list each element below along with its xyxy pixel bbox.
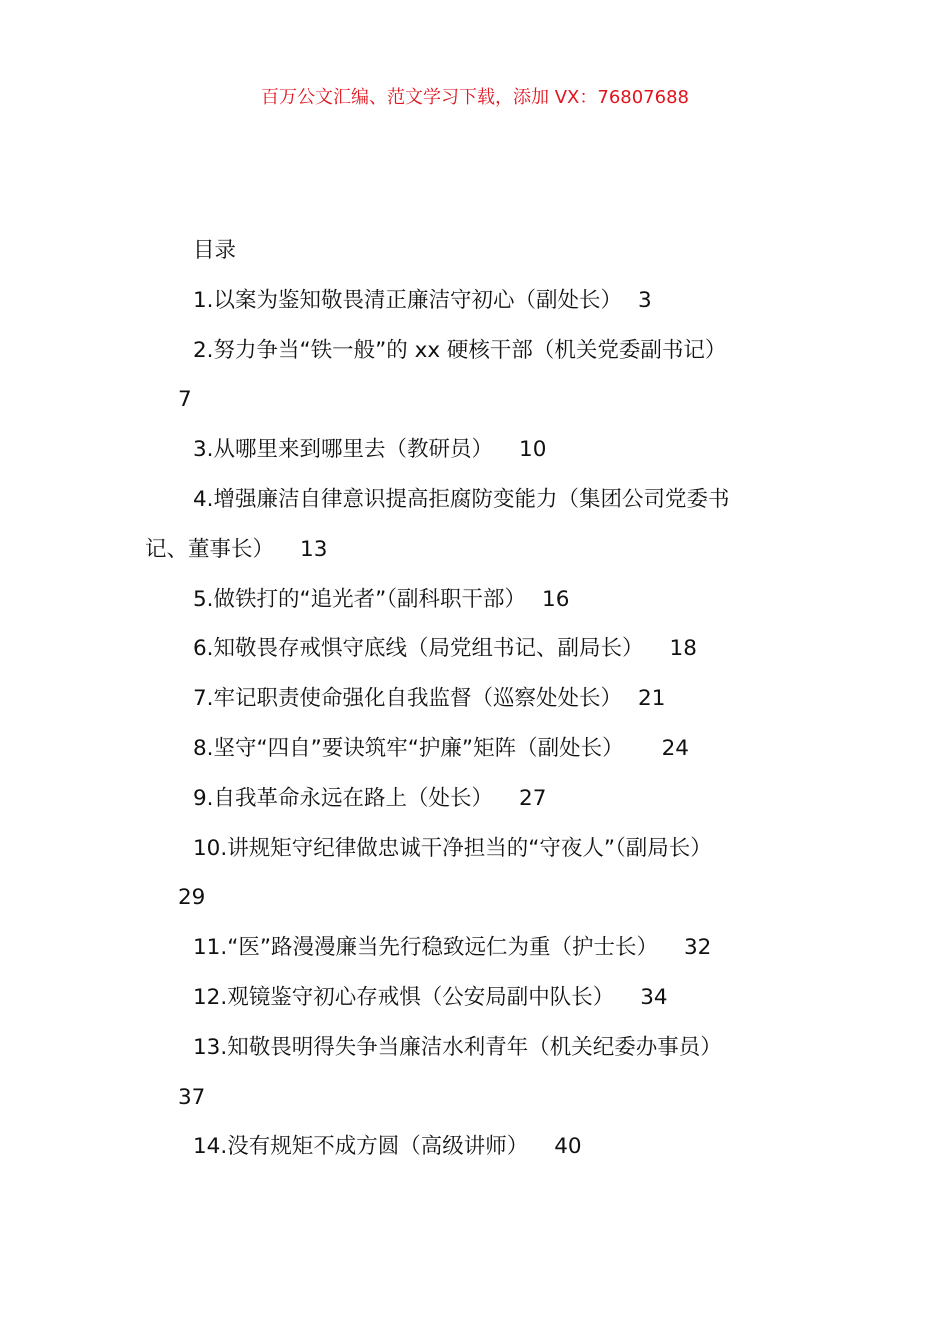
toc-entry-2[interactable] <box>145 326 810 376</box>
toc-entry-text: 7.牢记职责使命强化自我监督（巡察处处长） <box>193 686 623 712</box>
toc-entry-text: 9.自我革命永远在路上（处长） <box>193 785 494 811</box>
toc-page-number: 7 <box>178 387 192 413</box>
toc-page-number: 29 <box>178 885 206 911</box>
toc-page-number: 3 <box>638 287 652 313</box>
toc-entry-10[interactable] <box>145 824 810 874</box>
toc-entry-2-page-line <box>145 375 810 425</box>
toc-entry-4[interactable] <box>145 475 810 525</box>
toc-entry-8[interactable] <box>145 724 810 774</box>
toc-entry-text: 11.“医”路漫漫廉当先行稳致远仁为重（护士长） <box>193 935 658 961</box>
toc-page-number: 34 <box>640 984 668 1010</box>
table-of-contents <box>145 226 810 1172</box>
toc-entry-6[interactable] <box>145 624 810 674</box>
toc-entry-text: 6.知敬畏存戒惧守底线（局党组书记、副局长） <box>193 636 644 662</box>
toc-page-number: 27 <box>519 785 547 811</box>
toc-entry-text: 2.努力争当“铁一般”的 xx 硬核干部（机关党委副书记） <box>193 337 727 363</box>
toc-entry-text: 13.知敬畏明得失争当廉洁水利青年（机关纪委办事员） <box>193 1034 722 1060</box>
toc-entry-text: 8.坚守“四自”要诀筑牢“护廉”矩阵（副处长） <box>193 735 624 761</box>
toc-entry-11[interactable] <box>145 923 810 973</box>
toc-entry-text: 10.讲规矩守纪律做忠诚干净担当的“守夜人”（副局长） <box>193 835 712 861</box>
toc-entry-10-page-line <box>145 873 810 923</box>
toc-entry-14[interactable] <box>145 1122 810 1172</box>
toc-page-number: 21 <box>638 686 666 712</box>
toc-page-number: 18 <box>669 636 697 662</box>
toc-page-number: 24 <box>661 735 689 761</box>
toc-page-number: 13 <box>300 536 328 562</box>
toc-page-number: 16 <box>542 586 570 612</box>
toc-entry-text: 14.没有规矩不成方圆（高级讲师） <box>193 1134 529 1160</box>
toc-entry-12[interactable] <box>145 973 810 1023</box>
toc-entry-text: 4.增强廉洁自律意识提高拒腐防变能力（集团公司党委书 <box>193 486 730 512</box>
toc-entry-text: 5.做铁打的“追光者”（副科职干部） <box>193 586 527 612</box>
toc-page-number: 32 <box>683 935 712 961</box>
toc-entry-3[interactable] <box>145 425 810 475</box>
toc-entry-1[interactable] <box>145 276 810 326</box>
toc-entry-5[interactable] <box>145 575 810 625</box>
toc-title: 目录 <box>193 238 237 263</box>
toc-entry-13[interactable] <box>145 1023 810 1073</box>
toc-entry-text: 3.从哪里来到哪里去（教研员） <box>193 437 494 463</box>
toc-entry-13-page-line <box>145 1073 810 1123</box>
toc-page-number: 40 <box>554 1134 582 1160</box>
toc-page-number: 37 <box>178 1084 206 1110</box>
toc-entry-7[interactable] <box>145 674 810 724</box>
toc-entry-text: 记、董事长） <box>145 536 275 562</box>
toc-page-number: 10 <box>519 437 547 463</box>
toc-entry-4-continuation <box>145 525 810 575</box>
toc-entry-text: 12.观镜鉴守初心存戒惧（公安局副中队长） <box>193 984 615 1010</box>
toc-entry-9[interactable] <box>145 774 810 824</box>
header-banner: 百万公文汇编、范文学习下载，添加 VX：76807688 <box>261 87 689 108</box>
toc-entry-text: 1.以案为鉴知敬畏清正廉洁守初心（副处长） <box>193 287 623 313</box>
